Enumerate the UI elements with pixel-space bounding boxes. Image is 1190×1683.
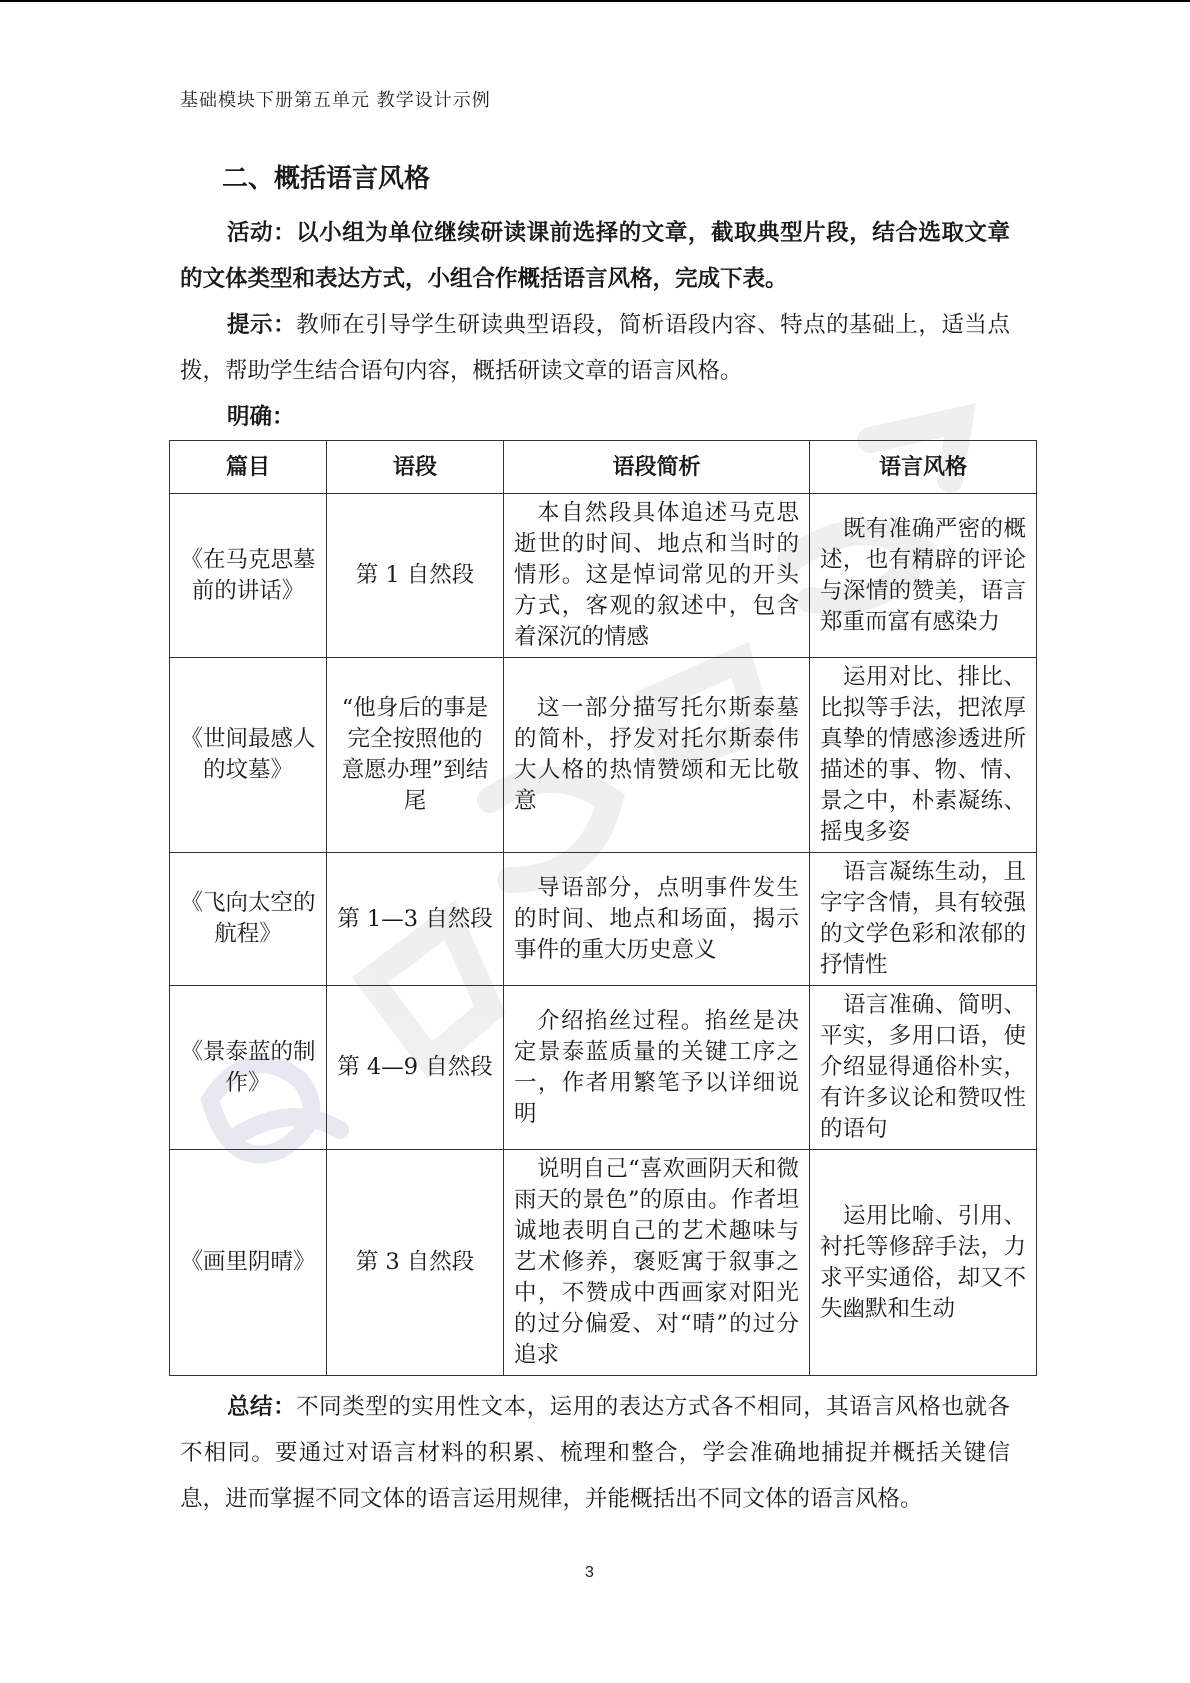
row-style: 运用比喻、引用、衬托等修辞手法，力求平实通俗，却又不失幽默和生动 bbox=[810, 1150, 1037, 1376]
activity-text: 以小组为单位继续研读课前选择的文章，截取典型片段，结合选取文章的文体类型和表达方式，小组合作概括语言风格，完成下表。 bbox=[180, 220, 1010, 292]
row-title: 《景泰蓝的制作》 bbox=[170, 986, 327, 1150]
summary-text: 不同类型的实用性文本，运用的表达方式各不相同，其语言风格也就各不相同。要通过对语言材料的积累、梳理和整合，学会准确地捕捉并概括关键信息，进而掌握不同文体的语言运用规律，并能概括出不同文体的语言风格。 bbox=[180, 1394, 1010, 1512]
hint-label: 提示： bbox=[227, 312, 297, 338]
row-segment: “他身后的事是完全按照他的意愿办理”到结尾 bbox=[327, 658, 504, 853]
section-title: 二、概括语言风格 bbox=[222, 164, 431, 194]
table-header-row bbox=[170, 441, 1037, 494]
header-title: 篇目 bbox=[170, 441, 327, 494]
row-analysis: 本自然段具体追述马克思逝世的时间、地点和当时的情形。这是悼词常见的开头方式，客观的叙述中，包含着深沉的情感 bbox=[504, 494, 810, 658]
table-row bbox=[170, 494, 1037, 658]
activity-label: 活动： bbox=[227, 220, 297, 246]
row-segment: 第 3 自然段 bbox=[327, 1150, 504, 1376]
row-analysis: 导语部分，点明事件发生的时间、地点和场面，揭示事件的重大历史意义 bbox=[504, 853, 810, 986]
activity-paragraph bbox=[180, 210, 1010, 302]
row-style: 既有准确严密的概述，也有精辟的评论与深情的赞美，语言郑重而富有感染力 bbox=[810, 494, 1037, 658]
row-segment: 第 4—9 自然段 bbox=[327, 986, 504, 1150]
hint-paragraph bbox=[180, 302, 1010, 394]
header-analysis: 语段简析 bbox=[504, 441, 810, 494]
language-style-table bbox=[169, 440, 1037, 1376]
row-title: 《在马克思墓前的讲话》 bbox=[170, 494, 327, 658]
row-title: 《画里阴晴》 bbox=[170, 1150, 327, 1376]
row-style: 运用对比、排比、比拟等手法，把浓厚真挚的情感渗透进所描述的事、物、情、景之中，朴素凝练、摇曳多姿 bbox=[810, 658, 1037, 853]
table-row bbox=[170, 1150, 1037, 1376]
clarify-label: 明确： bbox=[227, 404, 295, 430]
summary-label: 总结： bbox=[227, 1394, 297, 1420]
page-number: 3 bbox=[585, 1564, 594, 1581]
row-analysis: 介绍掐丝过程。掐丝是决定景泰蓝质量的关键工序之一，作者用繁笔予以详细说明 bbox=[504, 986, 810, 1150]
table-row bbox=[170, 853, 1037, 986]
running-header: 基础模块下册第五单元 教学设计示例 bbox=[180, 90, 491, 111]
top-border bbox=[0, 0, 1190, 2]
summary-paragraph bbox=[180, 1384, 1010, 1522]
hint-text: 教师在引导学生研读典型语段，简析语段内容、特点的基础上，适当点拨，帮助学生结合语句内容，概括研读文章的语言风格。 bbox=[180, 312, 1010, 384]
row-title: 《世间最感人的坟墓》 bbox=[170, 658, 327, 853]
row-segment: 第 1 自然段 bbox=[327, 494, 504, 658]
row-analysis: 说明自己“喜欢画阴天和微雨天的景色”的原由。作者坦诚地表明自己的艺术趣味与艺术修养，褒贬寓于叙事之中，不赞成中西画家对阳光的过分偏爱、对“晴”的过分追求 bbox=[504, 1150, 810, 1376]
header-segment: 语段 bbox=[327, 441, 504, 494]
table-row bbox=[170, 658, 1037, 853]
table-row bbox=[170, 986, 1037, 1150]
header-style: 语言风格 bbox=[810, 441, 1037, 494]
row-title: 《飞向太空的航程》 bbox=[170, 853, 327, 986]
row-style: 语言准确、简明、平实，多用口语，使介绍显得通俗朴实，有许多议论和赞叹性的语句 bbox=[810, 986, 1037, 1150]
row-analysis: 这一部分描写托尔斯泰墓的简朴，抒发对托尔斯泰伟大人格的热情赞颂和无比敬意 bbox=[504, 658, 810, 853]
row-segment: 第 1—3 自然段 bbox=[327, 853, 504, 986]
row-style: 语言凝练生动，且字字含情，具有较强的文学色彩和浓郁的抒情性 bbox=[810, 853, 1037, 986]
